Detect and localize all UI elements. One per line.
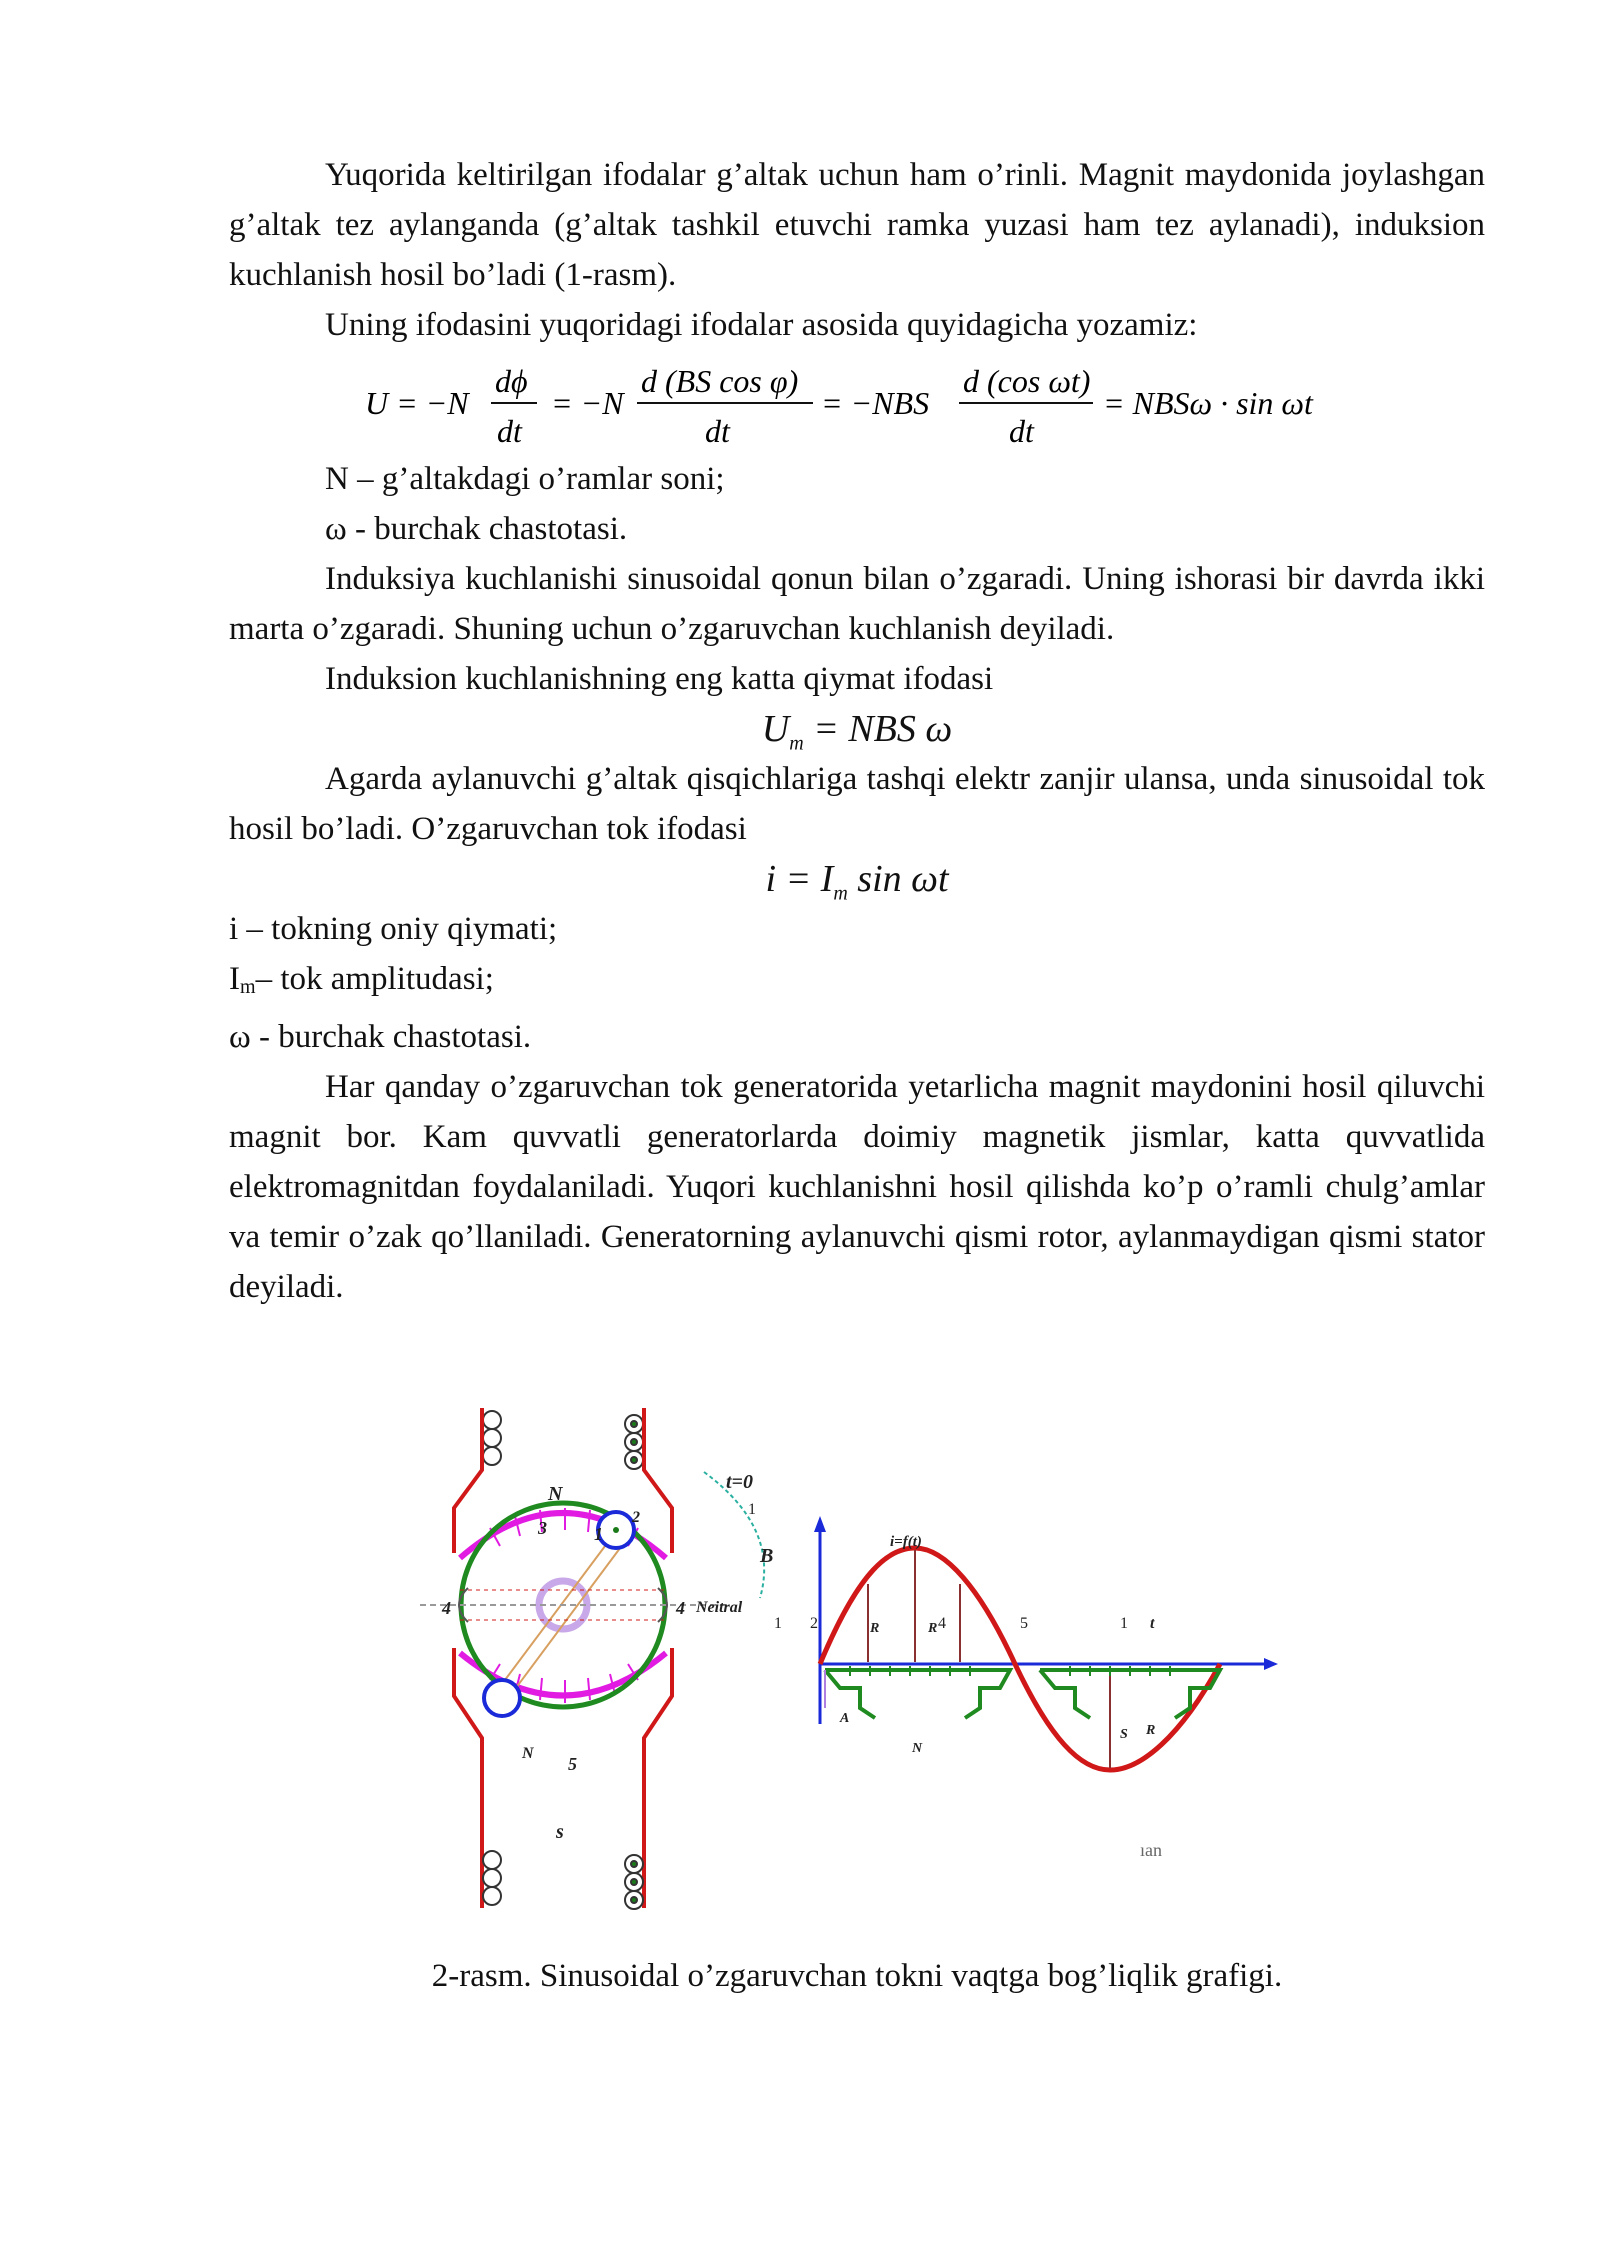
definition-im — [229, 954, 1485, 1012]
definition-omega: ω - burchak chastotasi. — [325, 511, 628, 547]
paragraph-generator: Har qanday o’zgaruvchan tok generatorida yetarlicha magnit maydonini hosil qiluvchi magnit bor. Kam quvvatli generatorlarda doimiy magnetik jismlar, katta quvvatlida elektromagnitdan foydalaniladi. Yuqori kuchlanishni hosil qilishda ko’p o’ramli chulg’amlar va temir o’zak qo’llaniladi. Generatorning aylanuvchi qismi rotor, aylanmaydigan qismi stator deyiladi. — [229, 1069, 1485, 1305]
formula-current — [229, 854, 1485, 904]
label-t: t — [1150, 1615, 1155, 1632]
label-ian: ıan — [1140, 1840, 1162, 1860]
formula-result: = NBSω · sin ωt — [1103, 385, 1313, 421]
label-2-graph: 2 — [810, 1615, 818, 1632]
label-1b-graph: 1 — [1120, 1615, 1128, 1632]
formula-eq-neg-nbs: = −NBS — [821, 385, 930, 421]
document-body — [229, 150, 1485, 1312]
figure-generator-diagram — [420, 1408, 1290, 1928]
label-a: A — [840, 1711, 850, 1726]
paragraph-external-circuit: Agarda aylanuvchi g’altak qisqichlariga tashqi elektr zanjir ulansa, unda sinusoidal tok hosil bo’ladi. O’zgaruvchan tok ifodasi — [229, 761, 1485, 847]
formula-i-symbol: i = I — [765, 858, 834, 900]
formula-max-voltage — [229, 704, 1485, 754]
definition-im-text: – tok amplitudasi; — [255, 961, 494, 997]
formula-i-rest: sin ωt — [847, 858, 949, 900]
label-1-top: 1 — [748, 1501, 756, 1518]
coil-top-left — [483, 1411, 501, 1465]
label-5: 5 — [568, 1754, 577, 1774]
formula-dt-1: dt — [497, 413, 522, 449]
label-3: 3 — [538, 1518, 547, 1538]
formula-dt-3: dt — [1009, 413, 1034, 449]
formula-dphi: dϕ — [495, 363, 528, 399]
coil-top-right — [625, 1415, 643, 1469]
label-i-ft: i=f(t) — [890, 1534, 922, 1550]
coil-bottom-right — [625, 1855, 643, 1909]
label-n-graph: N — [912, 1741, 923, 1756]
label-s-bottom: s — [556, 1821, 564, 1843]
label-n-top: N — [548, 1483, 563, 1505]
paragraph-max-value: Induksion kuchlanishning eng katta qiymat ifodasi — [325, 661, 994, 697]
formula-d-bs-cos: d (BS cos φ) — [641, 363, 799, 399]
label-4-graph: 4 — [938, 1615, 946, 1632]
formula-d-cos-wt: d (cos ωt) — [963, 363, 1091, 399]
paragraph-expression-intro: Uning ifodasini yuqoridagi ifodalar asosida quyidagicha yozamiz: — [325, 307, 1198, 343]
figure-caption: 2-rasm. Sinusoidal o’zgaruvchan tokni vaqtga bog’liqlik grafigi. — [431, 1958, 1283, 1994]
label-n-coil: N — [522, 1745, 534, 1762]
formula-um-rest: = NBS ω — [803, 708, 953, 750]
definition-omega-2: ω - burchak chastotasi. — [229, 1019, 532, 1055]
label-5-graph: 5 — [1020, 1615, 1028, 1632]
formula-eq-neg-n: = −N — [551, 385, 624, 421]
definition-im-symbol: I — [229, 961, 240, 997]
paragraph-intro: Yuqorida keltirilgan ifodalar g’altak uchun ham o’rinli. Magnit maydonida joylashgan g’altak tez aylanganda (g’altak tashkil etuvchi ramka yuzasi ham tez aylanadi), induksion kuchlanish hosil bo’ladi (1-rasm). — [229, 157, 1485, 293]
formula-u-neg-n: U = −N — [365, 385, 469, 421]
formula-i-sub: m — [833, 882, 848, 905]
coil-conductor-bottom — [484, 1680, 520, 1716]
formula-um-sub: m — [789, 732, 804, 755]
coil-bottom-left — [483, 1851, 501, 1905]
definition-im-sub: m — [240, 976, 256, 998]
label-t0: t=0 — [726, 1471, 753, 1493]
label-r1: R — [870, 1621, 880, 1636]
label-s-graph: S — [1120, 1727, 1128, 1742]
label-4-right: 4 — [676, 1598, 685, 1618]
definition-i: i – tokning oniy qiymati; — [229, 911, 558, 947]
sine-curve — [820, 1548, 1220, 1770]
formula-induced-voltage — [229, 350, 1485, 454]
paragraph-sinusoidal-law: Induksiya kuchlanishi sinusoidal qonun bilan o’zgaradi. Uning ishorasi bir davrda ikki marta o’zgaradi. Shuning uchun o’zgaruvchan kuchlanish deyiladi. — [229, 561, 1485, 647]
label-r2: R — [928, 1621, 938, 1636]
graph-pole-n — [825, 1670, 1010, 1718]
label-1-coil: 1 — [594, 1524, 603, 1544]
label-r3: R — [1146, 1723, 1156, 1738]
formula-dt-2: dt — [705, 413, 730, 449]
definition-n: N – g’altakdagi o’ramlar soni; — [325, 461, 725, 497]
label-neutral: Neitral — [696, 1599, 743, 1616]
label-2: 2 — [632, 1509, 640, 1526]
label-b: B — [760, 1545, 774, 1567]
label-4-left: 4 — [442, 1598, 451, 1618]
formula-um-symbol: U — [761, 708, 790, 750]
label-1-side: 1 — [774, 1615, 782, 1632]
